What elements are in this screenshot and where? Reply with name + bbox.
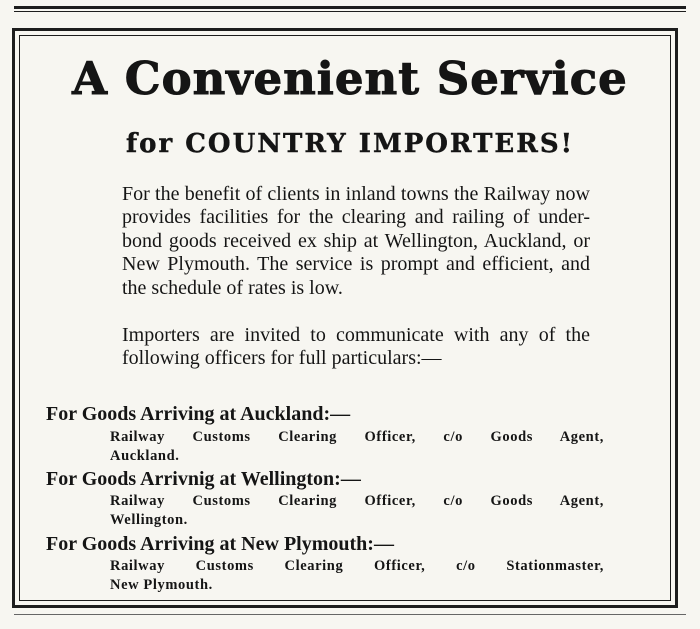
advert-subheadline: for COUNTRY IMPORTERS!	[125, 129, 575, 159]
detail-location-line: Auckland.	[110, 448, 180, 464]
section-heading-new-plymouth: For Goods Arriving at New Plymouth:—	[46, 533, 394, 555]
section-detail-auckland	[110, 428, 604, 466]
section-heading-wellington: For Goods Arrivnig at Wellington:—	[46, 468, 361, 490]
detail-location-line: New Plymouth.	[110, 577, 213, 593]
intro-paragraph: For the benefit of clients in inland towns the Railway now provides facilities for the clearing and railing of under-bond goods received ex ship at Wellington, Auckland, or New Plymouth. The service is prompt and efficient, and the schedule of rates is low.	[122, 183, 590, 299]
section-heading-auckland: For Goods Arriving at Auckland:—	[46, 403, 351, 425]
detail-officer-line: Railway Customs Clearing Officer, c/o Goods Agent,	[110, 493, 604, 509]
section-detail-new-plymouth	[110, 557, 604, 595]
bottom-rule	[14, 614, 686, 615]
advert-headline: A Convenient Service	[72, 52, 628, 105]
detail-location-line: Wellington.	[110, 512, 188, 528]
section-detail-wellington	[110, 492, 604, 530]
detail-officer-line: Railway Customs Clearing Officer, c/o Goods Agent,	[110, 429, 604, 445]
top-rule	[14, 6, 686, 12]
detail-officer-line: Railway Customs Clearing Officer, c/o Stationmaster,	[110, 558, 604, 574]
invitation-paragraph: Importers are invited to communicate with any of the following officers for full particulars:—	[122, 324, 590, 370]
